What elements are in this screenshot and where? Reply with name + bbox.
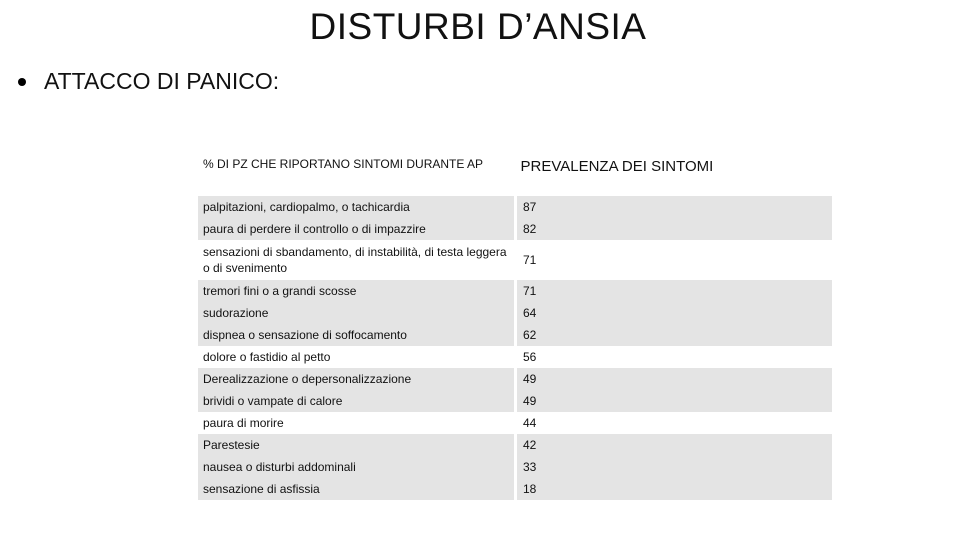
header-percent-patients: % DI PZ CHE RIPORTANO SINTOMI DURANTE AP <box>203 157 484 171</box>
table-row <box>198 390 832 412</box>
value-cell: 18 <box>516 478 833 500</box>
value-cell: 49 <box>516 368 833 390</box>
symptom-cell: sensazioni di sbandamento, di instabilità, di testa leggera o di svenimento <box>198 240 516 280</box>
table-row <box>198 240 832 280</box>
table-row <box>198 412 832 434</box>
table-header-row <box>198 156 832 196</box>
bullet-text: ATTACCO DI PANICO: <box>44 68 280 94</box>
value-cell: 64 <box>516 302 833 324</box>
value-cell: 62 <box>516 324 833 346</box>
value-cell: 49 <box>516 390 833 412</box>
table-row <box>198 456 832 478</box>
value-cell: 44 <box>523 416 537 430</box>
table-row <box>198 434 832 456</box>
value-cell: 42 <box>516 434 833 456</box>
symptom-cell: paura di perdere il controllo o di impazzire <box>198 218 516 240</box>
bullet-item <box>18 68 279 95</box>
value-cell: 87 <box>516 196 833 218</box>
symptom-cell: paura di morire <box>198 412 516 434</box>
symptom-cell: dolore o fastidio al petto <box>198 346 516 368</box>
table-row <box>198 324 832 346</box>
symptom-cell: nausea o disturbi addominali <box>198 456 516 478</box>
symptom-cell: dispnea o sensazione di soffocamento <box>198 324 516 346</box>
slide-title: DISTURBI D’ANSIA <box>309 6 647 47</box>
table-row <box>198 280 832 302</box>
value-cell: 33 <box>516 456 833 478</box>
value-cell: 56 <box>523 350 537 364</box>
symptom-cell: Derealizzazione o depersonalizzazione <box>198 368 516 390</box>
table-row <box>198 302 832 324</box>
table-row <box>198 478 832 500</box>
symptom-cell: Parestesie <box>198 434 516 456</box>
symptom-cell: sensazione di asfissia <box>198 478 516 500</box>
header-symptom-prevalence: PREVALENZA DEI SINTOMI <box>520 158 714 175</box>
symptoms-table <box>198 156 832 500</box>
symptom-cell: tremori fini o a grandi scosse <box>198 280 516 302</box>
bullet-dot-icon <box>18 78 26 86</box>
table-row <box>198 218 832 240</box>
table-row <box>198 196 832 218</box>
symptom-cell: brividi o vampate di calore <box>198 390 516 412</box>
table-row <box>198 368 832 390</box>
value-cell: 71 <box>523 253 537 267</box>
table-row <box>198 346 832 368</box>
value-cell: 71 <box>516 280 833 302</box>
value-cell: 82 <box>516 218 833 240</box>
symptom-cell: palpitazioni, cardiopalmo, o tachicardia <box>198 196 516 218</box>
symptom-cell: sudorazione <box>198 302 516 324</box>
